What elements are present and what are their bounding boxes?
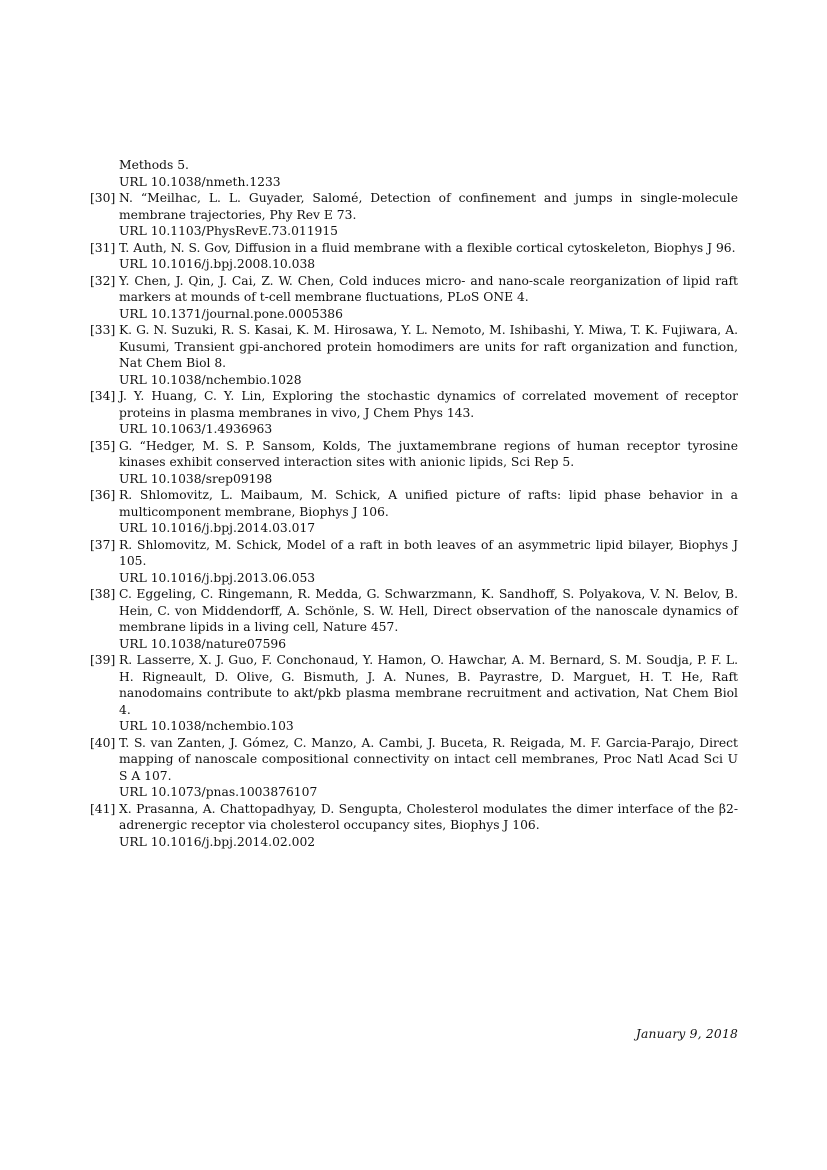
reference-text: N. “Meilhac, L. L. Guyader, Salomé, Detection of confinement and jumps in single-molecule membrane trajectories, Phy Rev E 73.	[119, 191, 738, 222]
reference-number: [30]	[90, 191, 116, 205]
reference-url: URL 10.1016/j.bpj.2008.10.038	[119, 257, 316, 271]
reference-url: URL 10.1038/nchembio.1028	[119, 372, 302, 387]
reference-item	[90, 273, 738, 323]
reference-url: URL 10.1038/nature07596	[119, 636, 287, 651]
reference-text: R. Shlomovitz, M. Schick, Model of a raft in both leaves of an asymmetric lipid bilayer, Biophys J 105.	[119, 537, 738, 568]
reference-item	[90, 438, 738, 488]
reference-url: URL 10.1371/journal.pone.0005386	[119, 306, 343, 321]
reference-item	[90, 190, 738, 240]
reference-url: URL 10.1038/srep09198	[119, 471, 273, 486]
reference-url: URL 10.1016/j.bpj.2013.06.053	[119, 570, 316, 585]
reference-number: [36]	[90, 488, 116, 502]
reference-text: Y. Chen, J. Qin, J. Cai, Z. W. Chen, Cold induces micro- and nano-scale reorganization of lipid raft markers at mounds of t-cell membrane fluctuations, PLoS ONE 4.	[119, 273, 738, 304]
reference-number: [38]	[90, 587, 116, 601]
reference-url: URL 10.1063/1.4936963	[119, 422, 273, 436]
reference-continuation	[90, 157, 738, 190]
reference-item	[90, 487, 738, 537]
reference-number: [31]	[90, 240, 116, 255]
reference-url: URL 10.1038/nmeth.1233	[119, 174, 281, 189]
reference-number: [34]	[90, 389, 116, 403]
reference-number: [39]	[90, 653, 116, 667]
reference-text: Methods 5.	[119, 158, 189, 172]
reference-number: [32]	[90, 273, 116, 288]
reference-item	[90, 801, 738, 851]
reference-item	[90, 735, 738, 801]
reference-text: C. Eggeling, C. Ringemann, R. Medda, G. Schwarzmann, K. Sandhoff, S. Polyakova, V. N. Belov, B. Hein, C. von Middendorff, A. Schönle, S. W. Hell, Direct observation of the nanoscale dynamics of membrane lipids in a living cell, Nature 457.	[119, 587, 738, 634]
reference-url: URL 10.1016/j.bpj.2014.02.002	[119, 834, 316, 849]
footer-date: January 9, 2018	[635, 1027, 738, 1041]
reference-text: J. Y. Huang, C. Y. Lin, Exploring the stochastic dynamics of correlated movement of receptor proteins in plasma membranes in vivo, J Chem Phys 143.	[119, 389, 738, 420]
reference-text: R. Lasserre, X. J. Guo, F. Conchonaud, Y. Hamon, O. Hawchar, A. M. Bernard, S. M. Soudja, P. F. L. H. Rigneault, D. Olive, G. Bismuth, J. A. Nunes, B. Payrastre, D. Marguet, H. T. He, Raft nanodomains contribute to akt/pkb plasma membrane recruitment and activation, Nat Chem Biol 4.	[119, 653, 738, 717]
reference-url: URL 10.1016/j.bpj.2014.03.017	[119, 521, 316, 535]
reference-text: X. Prasanna, A. Chattopadhyay, D. Sengupta, Cholesterol modulates the dimer interface of the β2-adrenergic receptor via cholesterol occupancy sites, Biophys J 106.	[119, 801, 738, 832]
reference-text: T. Auth, N. S. Gov, Diffusion in a fluid membrane with a flexible cortical cytoskeleton, Biophys J 96.	[119, 240, 736, 255]
reference-text: G. “Hedger, M. S. P. Sansom, Kolds, The juxtamembrane regions of human receptor tyrosine kinases exhibit conserved interaction sites with anionic lipids, Sci Rep 5.	[119, 438, 738, 469]
reference-item	[90, 586, 738, 652]
reference-url: URL 10.1038/nchembio.103	[119, 719, 294, 733]
reference-number: [41]	[90, 801, 116, 816]
reference-item	[90, 652, 738, 735]
reference-item	[90, 240, 738, 273]
reference-text: T. S. van Zanten, J. Gómez, C. Manzo, A. Cambi, J. Buceta, R. Reigada, M. F. Garcia-Parajo, Direct mapping of nanoscale compositional connectivity on intact cell membranes, Proc Natl Acad Sci U S A 107.	[119, 735, 738, 783]
reference-number: [40]	[90, 735, 116, 750]
reference-text: R. Shlomovitz, L. Maibaum, M. Schick, A unified picture of rafts: lipid phase behavior in a multicomponent membrane, Biophys J 106.	[119, 488, 738, 519]
reference-number: [37]	[90, 537, 116, 552]
reference-number: [33]	[90, 323, 116, 337]
reference-item	[90, 322, 738, 388]
reference-url: URL 10.1103/PhysRevE.73.011915	[119, 224, 339, 238]
reference-item	[90, 537, 738, 587]
reference-entries	[90, 190, 738, 850]
reference-list	[90, 157, 738, 850]
reference-item	[90, 388, 738, 438]
reference-text: K. G. N. Suzuki, R. S. Kasai, K. M. Hirosawa, Y. L. Nemoto, M. Ishibashi, Y. Miwa, T. K. Fujiwara, A. Kusumi, Transient gpi-anchored protein homodimers are units for raft organization and function, Nat Chem Biol 8.	[119, 323, 738, 370]
reference-number: [35]	[90, 438, 116, 453]
reference-url: URL 10.1073/pnas.1003876107	[119, 785, 318, 799]
